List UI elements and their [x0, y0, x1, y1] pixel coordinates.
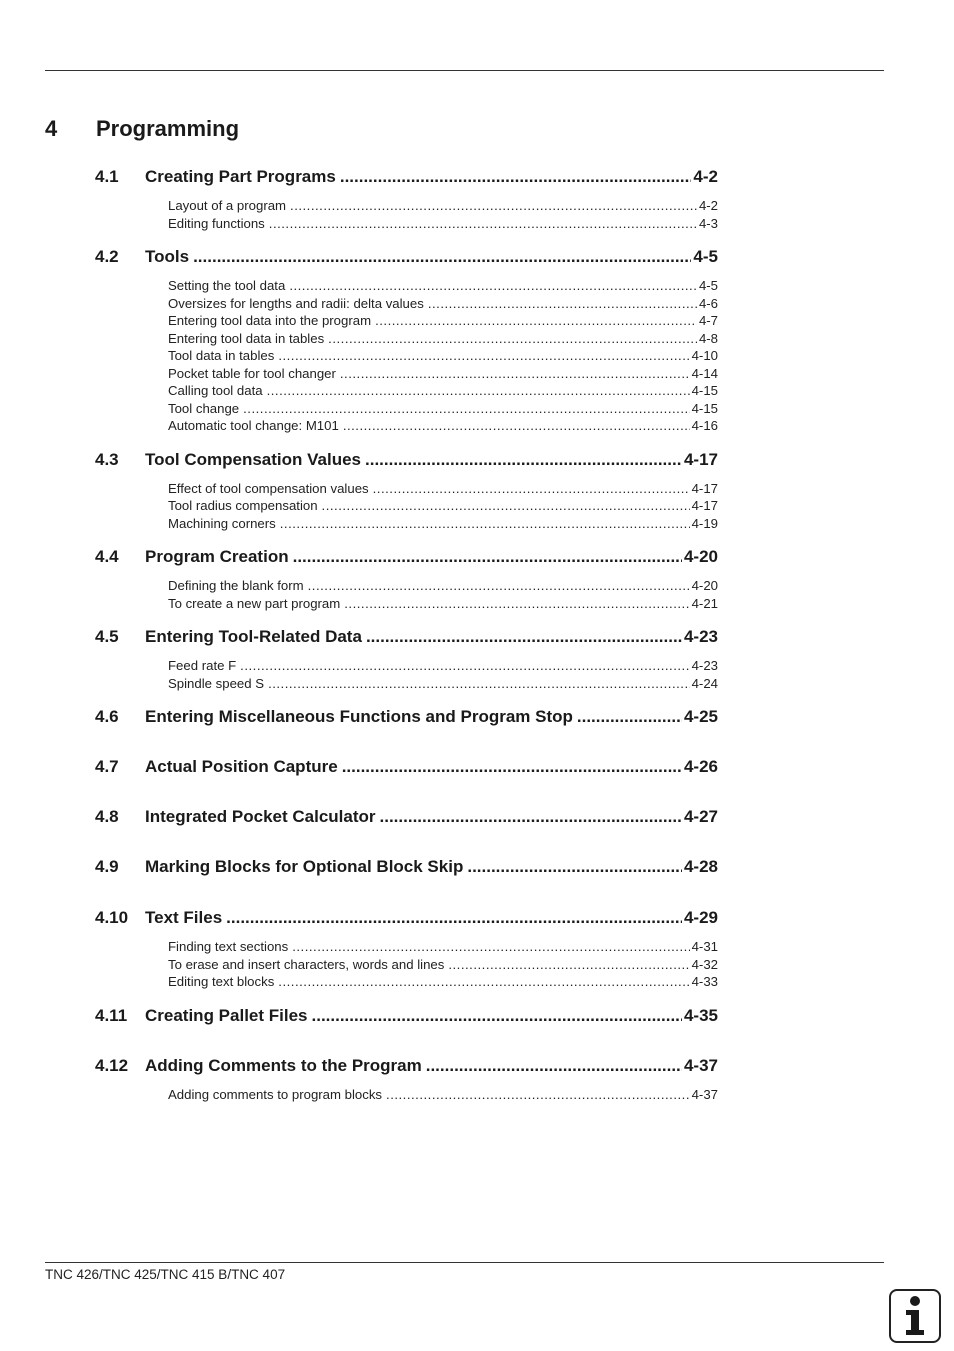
subsection-title: Entering tool data in tables: [168, 330, 325, 346]
dot-leader: [322, 498, 690, 513]
table-of-contents: [95, 167, 718, 1104]
toc-subsection-entry[interactable]: [168, 578, 718, 596]
section-number: 4.12: [95, 1055, 129, 1075]
subsection-title: Tool change: [168, 400, 240, 416]
section-title: Entering Tool-Related Data: [145, 627, 362, 646]
dot-leader: [343, 418, 690, 433]
chapter-title: Programming: [96, 116, 240, 141]
subsection-page: 4-7: [698, 313, 718, 328]
toc-section-entry[interactable]: [95, 707, 718, 729]
toc-section: [95, 807, 718, 829]
subsection-page: 4-15: [691, 383, 718, 398]
section-number: 4.4: [95, 547, 119, 566]
toc-subsection-entry[interactable]: [168, 516, 718, 534]
subsection-title: Feed rate F: [168, 658, 237, 673]
toc-subsection-entry[interactable]: [168, 348, 718, 366]
toc-section-entry[interactable]: [95, 627, 718, 649]
dot-leader: [226, 908, 682, 928]
toc-subsection-list: [168, 481, 718, 534]
dot-leader: [375, 313, 697, 328]
toc-subsection-entry[interactable]: [168, 331, 718, 349]
section-title: Adding Comments to the Program: [145, 1055, 422, 1075]
subsection-title: Defining the blank form: [168, 578, 304, 593]
dot-leader: [240, 658, 689, 673]
subsection-title: Effect of tool compensation values: [168, 480, 369, 496]
toc-section-entry[interactable]: [95, 1006, 718, 1028]
dot-leader: [380, 807, 682, 827]
subsection-title: To erase and insert characters, words and lines: [168, 956, 445, 972]
dot-leader: [340, 366, 690, 381]
toc-subsection-entry[interactable]: [168, 974, 718, 992]
dot-leader: [292, 939, 689, 954]
subsection-page: 4-19: [691, 515, 718, 531]
section-number: 4.10: [95, 908, 129, 927]
section-title: Actual Position Capture: [145, 757, 338, 776]
toc-subsection-entry[interactable]: [168, 658, 718, 676]
subsection-title: Calling tool data: [168, 383, 263, 398]
section-page: 4-26: [683, 757, 718, 776]
section-number: 4.1: [95, 167, 119, 186]
toc-subsection-entry[interactable]: [168, 957, 718, 975]
toc-subsection-list: [168, 1087, 718, 1105]
toc-section-entry[interactable]: [95, 807, 718, 829]
toc-subsection-entry[interactable]: [168, 939, 718, 957]
toc-subsection-entry[interactable]: [168, 418, 718, 436]
section-page: 4-28: [683, 857, 718, 876]
subsection-page: 4-2: [698, 198, 718, 213]
toc-section: [95, 757, 718, 779]
section-title: Entering Miscellaneous Functions and Program Stop: [145, 707, 573, 726]
section-page: 4-17: [683, 449, 718, 469]
toc-section: [95, 450, 718, 534]
dot-leader: [448, 957, 689, 972]
subsection-title: Finding text sections: [168, 939, 289, 954]
section-title: Marking Blocks for Optional Block Skip: [145, 857, 464, 876]
subsection-page: 4-15: [691, 400, 718, 416]
info-glyph: [900, 1295, 930, 1337]
toc-subsection-list: [168, 578, 718, 613]
dot-leader: [428, 296, 697, 311]
section-number: 4.11: [95, 1005, 128, 1025]
subsection-title: Entering tool data into the program: [168, 313, 372, 328]
subsection-title: Setting the tool data: [168, 278, 286, 293]
subsection-title: Tool data in tables: [168, 348, 275, 363]
section-page: 4-35: [683, 1005, 718, 1025]
toc-subsection-entry[interactable]: [168, 278, 718, 296]
toc-section: [95, 627, 718, 693]
toc-subsection-entry[interactable]: [168, 498, 718, 516]
dot-leader: [290, 198, 697, 213]
toc-section-entry[interactable]: [95, 1056, 718, 1078]
toc-subsection-entry[interactable]: [168, 198, 718, 216]
header-rule: [45, 70, 884, 71]
section-title: Tool Compensation Values: [145, 449, 361, 469]
subsection-title: Tool radius compensation: [168, 498, 318, 513]
subsection-title: Layout of a program: [168, 198, 287, 213]
toc-subsection-list: [168, 658, 718, 693]
section-number: 4.7: [95, 757, 119, 776]
toc-subsection-entry[interactable]: [168, 313, 718, 331]
toc-subsection-entry[interactable]: [168, 676, 718, 694]
toc-section-entry[interactable]: [95, 757, 718, 779]
toc-subsection-entry[interactable]: [168, 296, 718, 314]
toc-subsection-entry[interactable]: [168, 366, 718, 384]
dot-leader: [268, 676, 690, 691]
dot-leader: [328, 331, 697, 346]
dot-leader: [243, 401, 689, 416]
subsection-page: 4-21: [691, 595, 718, 611]
section-page: 4-20: [683, 547, 718, 566]
dot-leader: [289, 278, 697, 293]
subsection-page: 4-24: [691, 675, 718, 691]
toc-subsection-entry[interactable]: [168, 216, 718, 234]
toc-subsection-entry[interactable]: [168, 596, 718, 614]
subsection-page: 4-17: [691, 480, 718, 496]
subsection-title: Editing functions: [168, 215, 265, 231]
toc-subsection-list: [168, 198, 718, 233]
subsection-title: Machining corners: [168, 515, 276, 531]
subsection-page: 4-3: [698, 215, 718, 231]
toc-subsection-list: [168, 278, 718, 436]
footer-rule: [45, 1262, 884, 1263]
toc-section: [95, 1056, 718, 1105]
dot-leader: [386, 1087, 690, 1102]
dot-leader: [340, 167, 692, 187]
subsection-page: 4-23: [691, 658, 718, 673]
subsection-page: 4-16: [691, 418, 718, 433]
toc-section: [95, 247, 718, 436]
dot-leader: [293, 547, 682, 567]
toc-section-entry[interactable]: [95, 167, 718, 189]
section-page: 4-29: [683, 908, 718, 927]
section-page: 4-37: [683, 1055, 718, 1075]
section-number: 4.2: [95, 247, 119, 266]
toc-section-entry[interactable]: [95, 247, 718, 269]
section-number: 4.8: [95, 807, 119, 826]
dot-leader: [467, 857, 682, 877]
toc-section-entry[interactable]: [95, 547, 718, 569]
chapter-number: 4: [45, 116, 58, 141]
subsection-title: To create a new part program: [168, 595, 341, 611]
subsection-page: 4-32: [691, 956, 718, 972]
dot-leader: [269, 216, 697, 231]
toc-section-entry[interactable]: [95, 908, 718, 930]
dot-leader: [366, 627, 682, 647]
subsection-page: 4-10: [691, 348, 718, 363]
dot-leader: [365, 450, 682, 470]
toc-subsection-entry[interactable]: [168, 481, 718, 499]
toc-section: [95, 547, 718, 613]
section-title: Creating Pallet Files: [145, 1005, 308, 1025]
toc-section-entry[interactable]: [95, 857, 718, 879]
subsection-title: Adding comments to program blocks: [168, 1086, 383, 1102]
section-number: 4.3: [95, 449, 119, 469]
section-number: 4.6: [95, 707, 119, 726]
subsection-title: Automatic tool change: M101: [168, 418, 339, 433]
footer-model-text: TNC 426/TNC 425/TNC 415 B/TNC 407: [45, 1267, 286, 1282]
dot-leader: [344, 596, 689, 611]
toc-section: [95, 1006, 718, 1028]
dot-leader: [373, 481, 690, 496]
dot-leader: [280, 516, 690, 531]
subsection-title: Editing text blocks: [168, 974, 275, 989]
toc-subsection-entry[interactable]: [168, 383, 718, 401]
subsection-page: 4-33: [691, 974, 718, 989]
subsection-page: 4-31: [691, 939, 718, 954]
subsection-page: 4-5: [698, 278, 718, 293]
section-title: Creating Part Programs: [145, 167, 336, 186]
dot-leader: [312, 1006, 682, 1026]
section-page: 4-27: [683, 807, 718, 826]
toc-section: [95, 857, 718, 879]
toc-section: [95, 908, 718, 992]
dot-leader: [193, 247, 691, 267]
subsection-page: 4-17: [691, 498, 718, 513]
toc-section: [95, 167, 718, 233]
section-page: 4-23: [683, 627, 718, 646]
toc-section-entry[interactable]: [95, 450, 718, 472]
dot-leader: [308, 578, 690, 593]
info-icon: [889, 1289, 941, 1343]
subsection-page: 4-8: [698, 330, 718, 346]
section-title: Tools: [145, 247, 190, 266]
toc-section: [95, 707, 718, 729]
subsection-title: Oversizes for lengths and radii: delta values: [168, 295, 424, 311]
dot-leader: [577, 707, 682, 727]
dot-leader: [278, 348, 689, 363]
dot-leader: [278, 974, 689, 989]
toc-subsection-entry[interactable]: [168, 1087, 718, 1105]
section-title: Text Files: [145, 908, 223, 927]
section-page: 4-2: [693, 167, 718, 186]
section-title: Integrated Pocket Calculator: [145, 807, 376, 826]
toc-subsection-entry[interactable]: [168, 401, 718, 419]
section-number: 4.5: [95, 627, 119, 646]
subsection-page: 4-20: [691, 578, 718, 593]
toc-subsection-list: [168, 939, 718, 992]
section-page: 4-25: [683, 707, 718, 726]
subsection-page: 4-6: [698, 295, 718, 311]
subsection-title: Spindle speed S: [168, 675, 265, 691]
subsection-page: 4-14: [691, 365, 718, 381]
section-title: Program Creation: [145, 547, 289, 566]
dot-leader: [426, 1056, 682, 1076]
section-number: 4.9: [95, 857, 119, 876]
section-page: 4-5: [693, 247, 718, 266]
subsection-page: 4-37: [691, 1086, 718, 1102]
subsection-title: Pocket table for tool changer: [168, 365, 336, 381]
dot-leader: [342, 757, 682, 777]
dot-leader: [267, 383, 690, 398]
